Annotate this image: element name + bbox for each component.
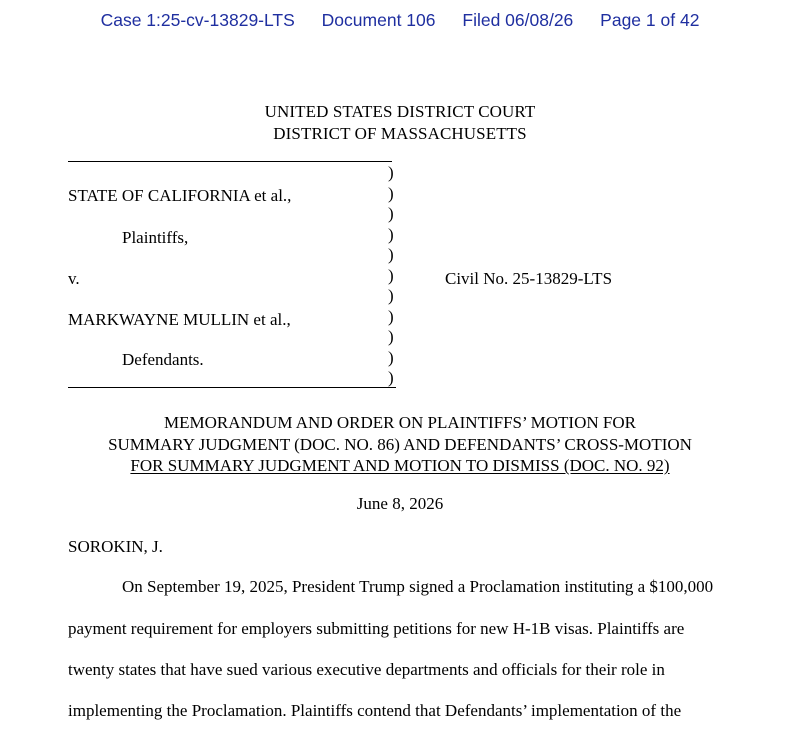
court-district: DISTRICT OF MASSACHUSETTS <box>273 124 527 143</box>
caption-paren: ) <box>388 183 394 203</box>
caption-paren: ) <box>388 306 394 326</box>
plaintiff-role: Plaintiffs, <box>122 228 189 247</box>
caption-top-rule <box>68 161 392 162</box>
caption-bottom-rule <box>68 387 396 388</box>
caption-paren: ) <box>388 224 394 244</box>
caption-paren: ) <box>388 286 394 305</box>
body-line: twenty states that have sued various executive departments and officials for their role in <box>68 660 665 679</box>
body-line: On September 19, 2025, President Trump signed a Proclamation instituting a $100,000 <box>122 577 714 596</box>
body-line: payment requirement for employers submitting petitions for new H-1B visas. Plaintiffs are <box>68 619 685 638</box>
memo-title-line: FOR SUMMARY JUDGMENT AND MOTION TO DISMISS (DOC. NO. 92) <box>130 456 670 475</box>
ecf-header-stamp <box>0 10 800 31</box>
caption-paren-column <box>388 163 394 389</box>
case-number: Case 1:25-cv-13829-LTS <box>100 10 295 30</box>
caption-paren: ) <box>388 347 394 367</box>
document-number: Document 106 <box>321 10 436 30</box>
memo-title-line: MEMORANDUM AND ORDER ON PLAINTIFFS’ MOTION FOR <box>164 413 636 432</box>
filed-date: Filed 06/08/26 <box>462 10 574 30</box>
defendant-name: MARKWAYNE MULLIN et al., <box>68 310 291 329</box>
defendant-role: Defendants. <box>122 350 204 369</box>
caption-paren: ) <box>388 163 394 182</box>
court-name: UNITED STATES DISTRICT COURT <box>264 102 536 121</box>
caption-paren: ) <box>388 368 394 387</box>
plaintiff-name: STATE OF CALIFORNIA et al., <box>68 186 292 205</box>
judge-name: SOROKIN, J. <box>68 537 163 556</box>
page-indicator: Page 1 of 42 <box>600 10 700 30</box>
caption-paren: ) <box>388 204 394 223</box>
versus: v. <box>68 269 80 288</box>
caption-paren: ) <box>388 245 394 264</box>
memo-title-line: SUMMARY JUDGMENT (DOC. NO. 86) AND DEFENDANTS’ CROSS-MOTION <box>108 434 692 454</box>
memo-title <box>0 412 800 477</box>
caption-paren: ) <box>388 265 394 285</box>
caption-paren: ) <box>388 327 394 346</box>
body-line: implementing the Proclamation. Plaintiffs contend that Defendants’ implementation of the <box>68 701 682 720</box>
civil-number: Civil No. 25-13829-LTS <box>445 269 613 288</box>
order-date: June 8, 2026 <box>356 494 444 513</box>
